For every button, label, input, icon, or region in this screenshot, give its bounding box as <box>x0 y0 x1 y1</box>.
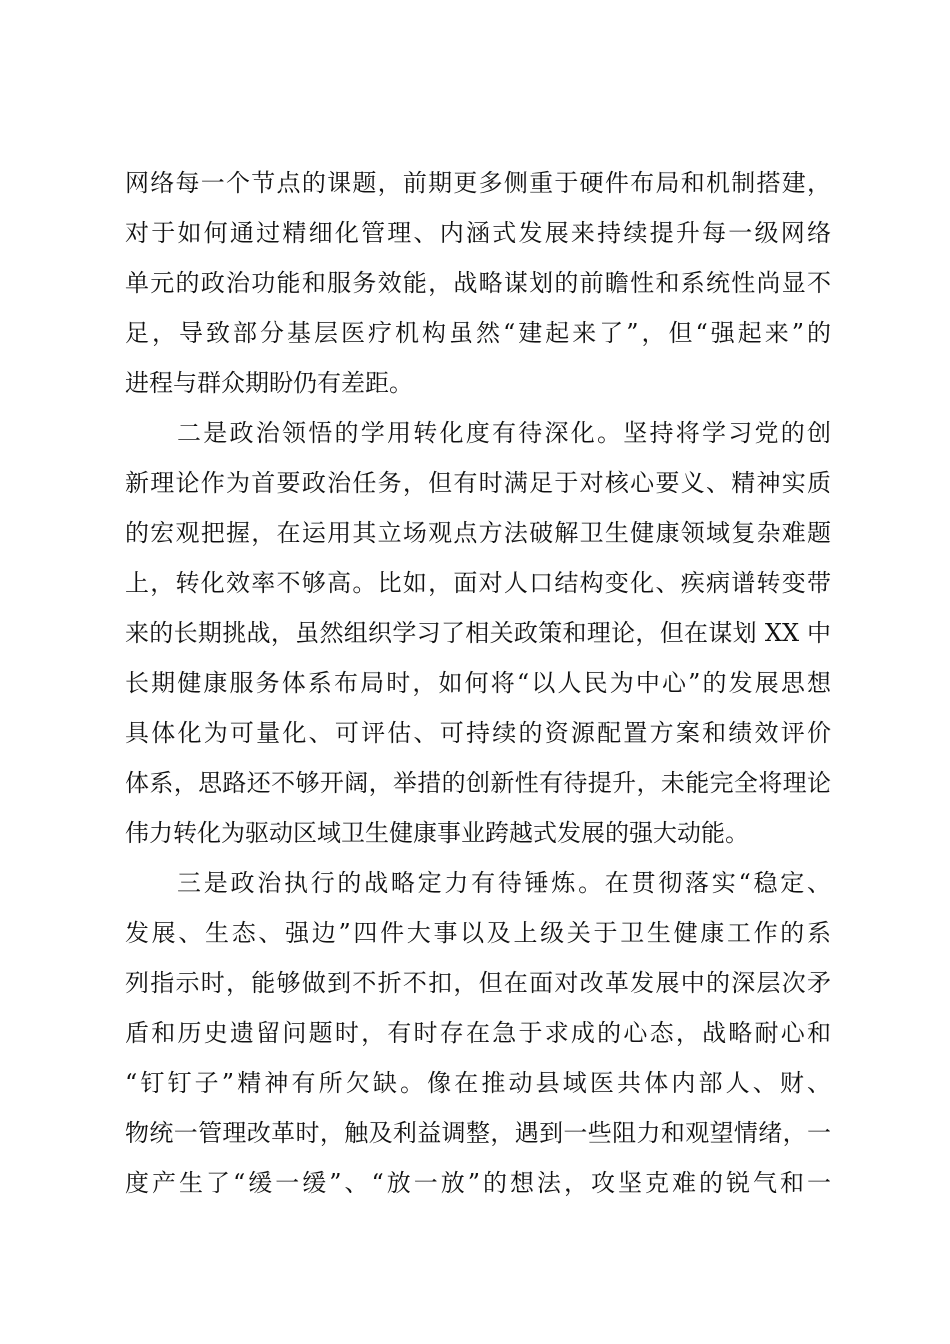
text-line: 体系，思路还不够开阔，举措的创新性有待提升，未能完全将理论 <box>125 769 831 797</box>
text-line: 进程与群众期盼仍有差距。 <box>125 369 413 397</box>
text-line: 列指示时，能够做到不折不扣，但在面对改革发展中的深层次矛 <box>125 969 831 997</box>
paragraph-political-understanding <box>125 408 831 858</box>
text-line: 单元的政治功能和服务效能，战略谋划的前瞻性和系统性尚显不 <box>125 269 831 297</box>
text-line: 长期健康服务体系布局时，如何将“以人民为中心”的发展思想 <box>125 669 831 697</box>
text-line: 的宏观把握，在运用其立场观点方法破解卫生健康领域复杂难题 <box>125 519 831 547</box>
text-line: 新理论作为首要政治任务，但有时满足于对核心要义、精神实质 <box>125 469 831 497</box>
text-line: 伟力转化为驱动区域卫生健康事业跨越式发展的强大动能。 <box>125 819 749 847</box>
text-line: 具体化为可量化、可评估、可持续的资源配置方案和绩效评价 <box>125 719 831 747</box>
text-line: 二是政治领悟的学用转化度有待深化。坚持将学习党的创 <box>177 419 831 447</box>
text-line: 网络每一个节点的课题，前期更多侧重于硬件布局和机制搭建， <box>125 169 831 197</box>
text-line: 对于如何通过精细化管理、内涵式发展来持续提升每一级网络 <box>125 219 831 247</box>
text-line: 发展、生态、强边”四件大事以及上级关于卫生健康工作的系 <box>125 919 831 947</box>
text-line: 三是政治执行的战略定力有待锤炼。在贯彻落实“稳定、 <box>177 869 831 897</box>
text-line: 来的长期挑战，虽然组织学习了相关政策和理论，但在谋划 XX 中 <box>125 619 831 647</box>
text-line: 度产生了“缓一缓”、“放一放”的想法，攻坚克难的锐气和一 <box>125 1169 831 1197</box>
text-line: 上，转化效率不够高。比如，面对人口结构变化、疾病谱转变带 <box>125 569 831 597</box>
text-line: 物统一管理改革时，触及利益调整，遇到一些阻力和观望情绪，一 <box>125 1119 831 1147</box>
paragraph-political-execution <box>125 858 831 1208</box>
text-line: 盾和历史遗留问题时，有时存在急于求成的心态，战略耐心和 <box>125 1019 831 1047</box>
text-line: “钉钉子”精神有所欠缺。像在推动县域医共体内部人、财、 <box>125 1069 831 1097</box>
document-page <box>125 158 831 1208</box>
text-line: 足，导致部分基层医疗机构虽然“建起来了”，但“强起来”的 <box>125 319 831 347</box>
paragraph-continuation <box>125 158 831 408</box>
